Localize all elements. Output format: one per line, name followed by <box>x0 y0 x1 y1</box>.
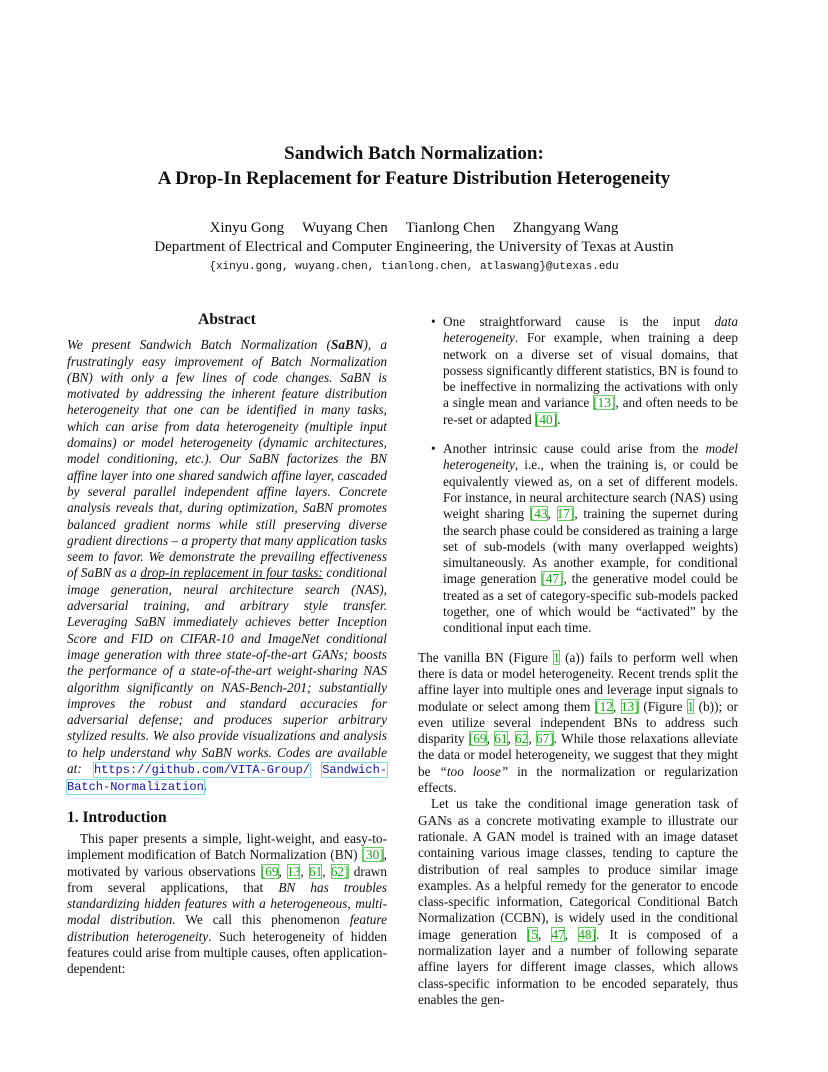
text: . While those relaxations alleviate the data or model heterogeneity, we suggest that they might be <box>418 731 738 779</box>
text: , and often needs to be re-set or adapted <box>443 395 738 427</box>
figure-link[interactable]: 1 <box>553 649 560 665</box>
abstract-text: . <box>203 778 208 794</box>
author-block <box>0 219 828 257</box>
text: . <box>557 411 561 427</box>
citation-link[interactable]: 13] <box>620 698 639 714</box>
bullet-list <box>418 314 738 637</box>
citation-link[interactable]: [69 <box>468 731 487 747</box>
text: This paper presents a simple, light-weight, and easy-to-implement modification of Batch Normalization (BN) <box>67 830 387 863</box>
abstract-sabn: SaBN <box>330 337 364 353</box>
title-line-1: Sandwich Batch Normalization: <box>284 143 544 164</box>
text: , the generative model could be treated as a set of category-specific sub-models packed together, one of which would be “activated” by the conditional input each time. <box>443 571 738 636</box>
text: (b)); or even utilize several independent BNs to address such disparity <box>418 698 738 747</box>
text: , training the supernet during the search phase could be considered as training a large set of sub-models (with many overlapped weights) simultaneously. As another example, for conditional image generation <box>443 506 738 587</box>
citation-link[interactable]: [43 <box>529 506 548 522</box>
citation-link[interactable]: 13 <box>287 863 301 879</box>
figure-link[interactable]: 1 <box>687 698 694 714</box>
text: in the normalization or regularization effects. <box>418 763 739 796</box>
abstract-text: conditional image generation, neural architecture search (NAS), adversarial training, and arbitrary style transfer. Leveraging SaBN immediately achieves better Inception Score and FID on CIFAR-10 and ImageNet conditional image generation with three state-of-the-art GANs; boosts the performance of a state-of-the-art weight-sharing NAS algorithm significantly on NAS-Bench-201; substantially improves the robust and standard accuracies for adversarial defense; and produces superior arbitrary stylized results. We also provide visualizations and analysis to help understand why SaBN works. Codes are available at: <box>67 565 388 777</box>
abstract-text: We present Sandwich Batch Normalization ( <box>67 337 331 353</box>
abstract-underline: drop-in replacement in four tasks: <box>140 565 323 581</box>
citation-link[interactable]: [13] <box>593 395 616 411</box>
citation-link[interactable]: 62 <box>515 731 529 747</box>
citation-link[interactable]: 17] <box>556 506 575 522</box>
citation-link[interactable]: 67] <box>536 731 554 747</box>
intro-paragraph: This paper presents a simple, light-weight, and easy-to-implement modification of Batch Normalization (BN) [30], motivated by various observations [69, 13, 61, 62] drawn from several applications, that BN has troubles standardizing hidden features with a heterogeneous, multi-modal distribution. We call this phenomenon feature distribution heterogeneity. Such heterogeneity of hidden features could arise from multiple causes, often application-dependent: <box>67 830 388 977</box>
citation-link[interactable]: [5 <box>526 926 538 942</box>
abstract-body <box>67 337 387 795</box>
emphasis: BN has troubles standardizing hidden features with a heterogeneous, multi-modal distribution. <box>67 879 388 928</box>
title-line-2: A Drop-In Replacement for Feature Distribution Heterogeneity <box>157 168 671 189</box>
citation-link[interactable]: [12 <box>595 698 613 714</box>
text: Another intrinsic cause could arise from the <box>443 441 706 457</box>
text: (Figure <box>638 698 688 714</box>
citation-link[interactable]: 62] <box>330 863 349 879</box>
emphasis: model heterogeneity <box>443 441 738 473</box>
section-heading: 1. Introduction <box>67 808 167 826</box>
right-column <box>418 314 738 1008</box>
citation-link[interactable]: 61 <box>308 863 323 879</box>
body-paragraph: Let us take the conditional image generation task of GANs as a concrete motivating example to illustrate our rationale. A GAN model is trained with an image dataset containing various image classes, tending to capture the distribution of real samples to produce similar image examples. As a helpful remedy for the generator to encode class-specific information, Categorical Conditional Batch Normalization (CCBN), is widely used in the conditional image generation [5, 47, 48]. It is composed of a normalization layer and a number of following separate affine layers for different image classes, which allows class-specific information to be encoded separately, thus enables the gen- <box>418 796 738 1007</box>
text: . Such heterogeneity of hidden features could arise from multiple causes, often application-dependent: <box>67 928 387 977</box>
text: (a)) fails to perform well when there is data or model heterogeneity. Recent trends split the affine layer into multiple ones and leverage input signals to modulate or select among them <box>418 649 738 714</box>
emphasis: “too loose” <box>439 763 509 779</box>
citation-link[interactable]: [69 <box>260 863 279 879</box>
citation-link[interactable]: 48] <box>578 926 596 942</box>
code-link[interactable]: https://github.com/VITA-Group/ <box>93 763 310 778</box>
citation-link[interactable]: [40] <box>534 411 558 427</box>
author-name: Zhangyang Wang <box>512 220 619 236</box>
author-emails: {xinyu.gong, wuyang.chen, tianlong.chen, atlaswang}@utexas.edu <box>209 261 619 273</box>
affiliation: Department of Electrical and Computer Engineering, the University of Texas at Austin <box>154 239 674 255</box>
left-column <box>67 312 387 978</box>
emphasis: data heterogeneity <box>443 314 738 346</box>
text: . For example, when training a deep network on a diverse set of visual domains, that possess significantly different statistics, BN is found to be ineffective in normalizing the activations with only a single mean and variance <box>443 330 738 411</box>
text: We call this phenomenon <box>175 912 350 928</box>
text: . It is composed of a normalization layer and a number of following separate affine layers for different image classes, which allows class-specific information to be encoded separately, thus enables the gen- <box>418 926 738 1007</box>
text: , motivated by various observations <box>67 847 387 879</box>
author-name: Wuyang Chen <box>302 220 388 236</box>
text: One straightforward cause is the input <box>443 314 715 329</box>
abstract-heading: Abstract <box>198 311 256 328</box>
author-name: Tianlong Chen <box>405 220 495 236</box>
citation-link[interactable]: [30] <box>361 847 384 863</box>
text: drawn from several applications, that <box>67 863 387 895</box>
text: The vanilla BN (Figure <box>418 649 554 665</box>
text: , i.e., when the training is, or could be equivalently viewed as, on a set of different models. For instance, in neural architecture search (NAS) using weight sharing <box>443 457 738 522</box>
list-item: • Another intrinsic cause could arise from the model heterogeneity, i.e., when the training is, or could be equivalently viewed as, on a set of different models. For instance, in neural architecture search (NAS) using weight sharing [43, 17], training the supernet during the search phase could be considered as training a large set of sub-models (with many overlapped weights) simultaneously. As another example, for conditional image generation [47], the generative model could be treated as a set of category-specific sub-models packed together, one of which would be “activated” by the conditional input each time. <box>443 441 738 637</box>
list-item <box>443 314 738 428</box>
citation-link[interactable]: 47 <box>551 926 565 942</box>
body-paragraph: The vanilla BN (Figure 1 (a)) fails to perform well when there is data or model heterogeneity. Recent trends split the affine layer into multiple ones and leverage input signals to modulate or select among them [12, 13] (Figure 1 (b)); or even utilize several independent BNs to address such disparity [69, 61, 62, 67]. While those relaxations alleviate the data or model heterogeneity, we suggest that they might be “too loose” in the normalization or regularization effects. <box>418 649 739 796</box>
text: Let us take the conditional image generation task of GANs as a concrete motivating example to illustrate our rationale. A GAN model is trained with an image dataset containing various image classes, tending to capture the distribution of real samples to produce similar image examples. As a helpful remedy for the generator to encode class-specific information, Categorical Conditional Batch Normalization (CCBN), is widely used in the conditional image generation <box>418 796 738 942</box>
emphasis: feature distribution heterogeneity <box>67 912 387 944</box>
paper-title <box>0 141 828 191</box>
citation-link[interactable]: 61 <box>494 731 508 747</box>
author-name: Xinyu Gong <box>209 220 285 236</box>
code-link-continued[interactable]: Sandwich-Batch-Normalization <box>67 763 387 795</box>
citation-link[interactable]: [47] <box>541 571 564 587</box>
abstract-text: ), a frustratingly easy improvement of Batch Normalization (BN) with only a few lines of code changes. SaBN is motivated by addressing the inherent feature distribution heterogeneity that one can be identified in many tasks, which can arise from data heterogeneity (multiple input domains) or model heterogeneity (dynamic architectures, model conditioning, etc.). Our SaBN factorizes the BN affine layer into one shared sandwich affine layer, cascaded by several parallel independent affine layers. Concrete analysis reveals that, during optimization, SaBN promotes balanced gradient norms while still preserving diverse gradient directions – a property that many application tasks seem to favor. We demonstrate the prevailing effectiveness of SaBN as a <box>67 337 387 581</box>
author-names <box>0 219 828 238</box>
